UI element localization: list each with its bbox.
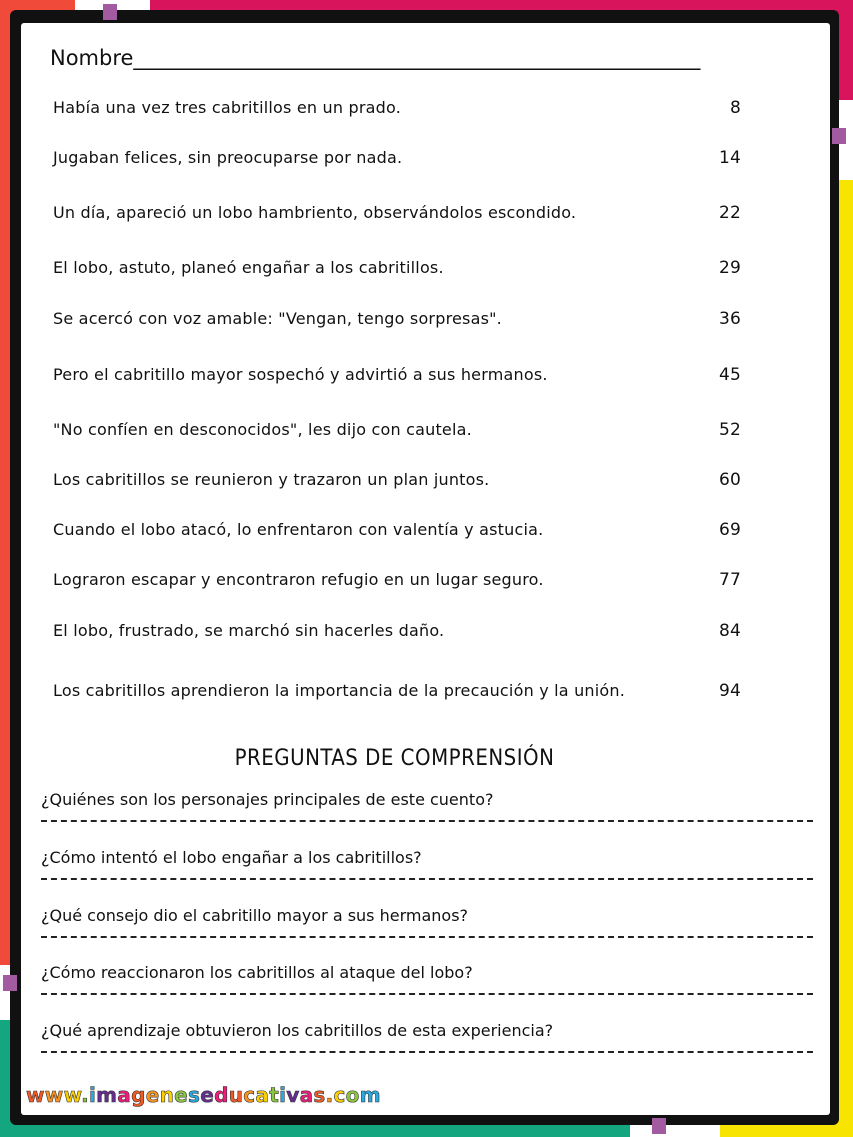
word-count: 36 <box>718 309 741 329</box>
story-line-text: Se acercó con voz amable: "Vengan, tengo sorpresas". <box>53 309 502 328</box>
watermark-letter: e <box>174 1083 188 1107</box>
story-line-text: Lograron escapar y encontraron refugio en un lugar seguro. <box>53 570 544 589</box>
story-line <box>53 203 753 229</box>
question-block <box>41 906 813 925</box>
story-line <box>53 520 753 546</box>
question-text: ¿Cómo intentó el lobo engañar a los cabritillos? <box>41 848 422 867</box>
word-count: 60 <box>718 470 741 490</box>
answer-line[interactable] <box>41 936 813 938</box>
watermark-letter: . <box>325 1083 334 1107</box>
watermark-letter: s <box>187 1083 201 1107</box>
accent-square <box>652 1118 666 1134</box>
watermark-letter: a <box>299 1083 314 1107</box>
watermark-letter: v <box>286 1083 300 1107</box>
story-line <box>53 365 753 391</box>
watermark-letter: w <box>63 1083 82 1107</box>
answer-line[interactable] <box>41 993 813 995</box>
questions-title: PREGUNTAS DE COMPRENSIÓN <box>234 746 555 771</box>
word-count: 14 <box>718 148 741 168</box>
story-line-text: Los cabritillos aprendieron la importancia de la precaución y la unión. <box>53 681 626 700</box>
answer-line[interactable] <box>41 1051 813 1053</box>
accent-square <box>103 4 117 20</box>
story-line-text: Pero el cabritillo mayor sospechó y advirtió a sus hermanos. <box>53 365 548 384</box>
word-count: 8 <box>729 98 741 118</box>
question-block <box>41 963 813 982</box>
story-line-text: Un día, apareció un lobo hambriento, observándolos escondido. <box>53 203 577 222</box>
watermark-letter: m <box>96 1083 118 1107</box>
watermark-letter: n <box>159 1083 175 1107</box>
question-text: ¿Qué consejo dio el cabritillo mayor a sus hermanos? <box>41 906 469 925</box>
accent-square <box>3 975 17 991</box>
story-line-text: "No confíen en desconocidos", les dijo con cautela. <box>53 420 472 439</box>
watermark-letter: t <box>269 1083 280 1107</box>
watermark-letter: g <box>131 1083 146 1107</box>
watermark-letter: . <box>81 1083 89 1107</box>
watermark-letter: w <box>26 1083 45 1107</box>
watermark-letter: c <box>333 1083 346 1107</box>
watermark-letter: d <box>214 1083 229 1107</box>
watermark-letter: i <box>88 1083 97 1107</box>
word-count: 29 <box>718 258 741 278</box>
watermark-letter: e <box>200 1083 215 1107</box>
answer-line[interactable] <box>41 820 813 822</box>
name-field-label: Nombre______________________________________________________ <box>50 46 701 70</box>
watermark-letter: w <box>44 1083 64 1107</box>
watermark-letter: m <box>359 1083 381 1107</box>
question-text: ¿Quiénes son los personajes principales de este cuento? <box>41 790 494 809</box>
story-line <box>53 621 753 647</box>
story-line <box>53 570 753 596</box>
watermark-letter: a <box>117 1083 132 1107</box>
watermark-letter: i <box>279 1083 287 1107</box>
story-line <box>53 98 753 124</box>
word-count: 84 <box>718 621 741 641</box>
question-block <box>41 1021 813 1040</box>
question-block <box>41 790 813 809</box>
word-count: 94 <box>718 681 741 701</box>
question-block <box>41 848 813 867</box>
watermark-letter: u <box>228 1083 244 1107</box>
story-line-text: Había una vez tres cabritillos en un prado. <box>53 98 401 117</box>
story-line-text: Los cabritillos se reunieron y trazaron un plan juntos. <box>53 470 490 489</box>
word-count: 22 <box>718 203 741 223</box>
story-line-text: El lobo, astuto, planeó engañar a los cabritillos. <box>53 258 444 277</box>
question-text: ¿Qué aprendizaje obtuvieron los cabritillos de esta experiencia? <box>41 1021 554 1040</box>
watermark-letter: a <box>255 1083 270 1107</box>
paper <box>21 23 830 1115</box>
story-line <box>53 681 753 707</box>
word-count: 69 <box>718 520 741 540</box>
accent-square <box>832 128 846 144</box>
story-line <box>53 470 753 496</box>
story-line-text: Jugaban felices, sin preocuparse por nada. <box>53 148 403 167</box>
question-text: ¿Cómo reaccionaron los cabritillos al ataque del lobo? <box>41 963 473 982</box>
watermark <box>26 1083 381 1107</box>
story-line <box>53 309 753 335</box>
story-line-text: Cuando el lobo atacó, lo enfrentaron con valentía y astucia. <box>53 520 544 539</box>
word-count: 77 <box>718 570 741 590</box>
word-count: 45 <box>718 365 741 385</box>
watermark-letter: o <box>345 1083 360 1107</box>
story-line <box>53 258 753 284</box>
answer-line[interactable] <box>41 878 813 880</box>
word-count: 52 <box>718 420 741 440</box>
watermark-letter: s <box>313 1083 326 1107</box>
watermark-letter: c <box>243 1083 256 1107</box>
story-line <box>53 420 753 446</box>
watermark-letter: e <box>145 1083 160 1107</box>
story-line-text: El lobo, frustrado, se marchó sin hacerles daño. <box>53 621 445 640</box>
story-line <box>53 148 753 174</box>
